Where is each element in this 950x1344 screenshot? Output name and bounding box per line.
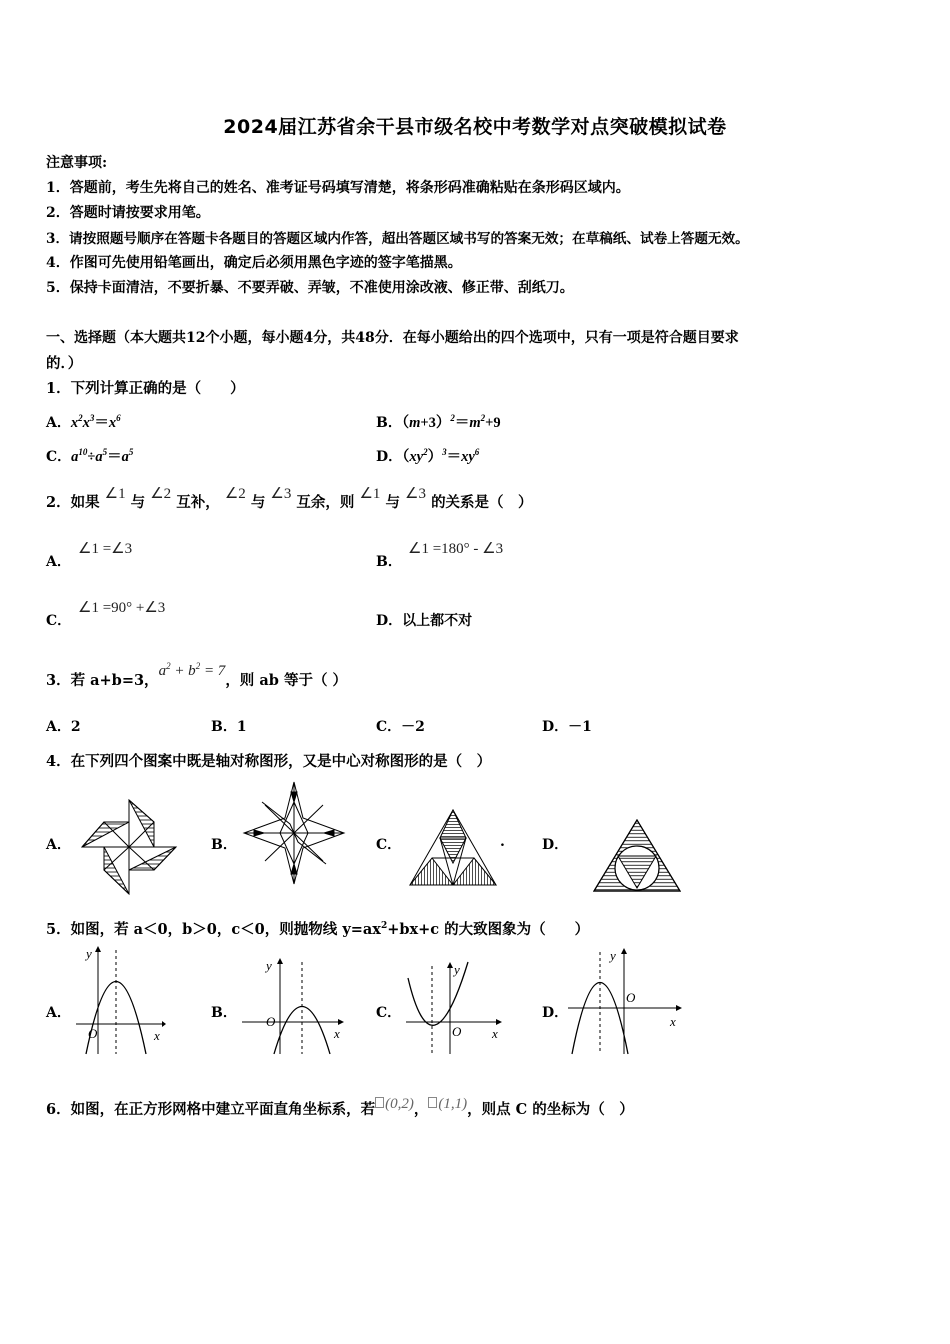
point-box-icon bbox=[428, 1097, 437, 1108]
star-figure bbox=[240, 780, 348, 886]
q2-word: 互余，则 bbox=[296, 494, 355, 511]
note-item: 3．请按照题号顺序在答题卡各题目的答题区域内作答，超出答题区域书写的答案无效；在草稿纸、试卷上答题无效。 bbox=[46, 231, 749, 247]
q1-option-b[interactable] bbox=[376, 411, 501, 432]
q1-option-b-expr: $(m+3)^2=m^2+9$ bbox=[401, 413, 501, 431]
parabola-graph-a bbox=[74, 944, 166, 1056]
q2-option-a-expr: ∠1 =∠3 bbox=[78, 541, 133, 557]
q5-stem-pre: 5．如图，若 a＜0，b＞0，c＜0，则抛物线 y=ax bbox=[46, 921, 381, 938]
parabola-graph-c bbox=[404, 960, 504, 1056]
axis-x-label: x bbox=[670, 1014, 676, 1029]
q1-option-b-label: B． bbox=[376, 415, 402, 431]
q1-option-c[interactable] bbox=[46, 445, 133, 466]
q6-post: ，则点 C 的坐标为（ ） bbox=[467, 1101, 634, 1118]
q2-option-d[interactable] bbox=[376, 610, 472, 630]
q3-option-a[interactable]: A．2 bbox=[46, 719, 81, 735]
note-item: 1．答题前，考生先将自己的姓名、准考证号码填写清楚，将条形码准确粘贴在条形码区域内。 bbox=[46, 180, 630, 196]
q6-comma: ， bbox=[413, 1101, 429, 1118]
q3-option-b[interactable]: B．1 bbox=[211, 719, 247, 735]
triangle-circle-figure bbox=[592, 818, 682, 894]
section-heading: 一、选择题（本大题共12个小题，每小题4分，共48分．在每小题给出的四个选项中，只有一项是符合题目要求 bbox=[46, 330, 739, 346]
origin-label: O bbox=[88, 1026, 98, 1041]
angle-1: ∠1 bbox=[104, 486, 126, 502]
q2-word: 的关系是（ ） bbox=[431, 494, 533, 511]
q2-option-d-text: 以上都不对 bbox=[402, 613, 473, 629]
q2-option-c[interactable] bbox=[46, 610, 71, 630]
q3-stem bbox=[46, 661, 347, 690]
axis-x-label: x bbox=[154, 1028, 160, 1043]
q4-stem: 4．在下列四个图案中既是轴对称图形，又是中心对称图形的是（ ） bbox=[46, 753, 492, 770]
q3-post: ，则 ab 等于（ ） bbox=[225, 672, 347, 689]
q2-option-c-expr: ∠1 =90° +∠3 bbox=[78, 600, 166, 616]
q2-option-d-label: D． bbox=[376, 613, 403, 629]
q1-option-a[interactable] bbox=[46, 411, 121, 432]
q1-option-a-label: A． bbox=[46, 415, 71, 431]
q2-word: 与 bbox=[130, 494, 146, 511]
q2-option-a-label: A． bbox=[46, 554, 71, 570]
q5-stem-sup: 2 bbox=[380, 921, 388, 932]
q1-stem: 1．下列计算正确的是（ ） bbox=[46, 380, 245, 397]
note-item: 5．保持卡面清洁，不要折暴、不要弄破、弄皱，不准使用涂改液、修正带、刮纸刀。 bbox=[46, 280, 574, 296]
q1-option-c-expr: $a^{10}\div a^5=a^5$ bbox=[71, 447, 134, 465]
q2-option-c-label: C． bbox=[46, 613, 72, 629]
origin-label: O bbox=[626, 990, 636, 1005]
q4-dot: . bbox=[500, 834, 505, 850]
q5-option-a[interactable]: A． bbox=[46, 1005, 71, 1021]
q6-pre: 6．如图，在正方形网格中建立平面直角坐标系，若 bbox=[46, 1101, 376, 1118]
q2-option-a[interactable] bbox=[46, 551, 71, 571]
triangle-hatched-figure bbox=[408, 808, 498, 888]
section-heading-cont: 的．） bbox=[46, 355, 83, 372]
q1-option-d-expr: $(xy^2)^3=xy^6$ bbox=[402, 447, 480, 465]
q2-stem bbox=[46, 486, 533, 512]
q4-option-c[interactable]: C． bbox=[376, 837, 402, 853]
notes-heading: 注意事项: bbox=[46, 155, 108, 171]
q5-stem-post: +bx+c 的大致图象为（ ） bbox=[387, 921, 590, 938]
q5-option-b[interactable]: B． bbox=[211, 1005, 237, 1021]
axis-y-label: y bbox=[86, 946, 92, 961]
q6-coord-2: (1,1) bbox=[438, 1096, 468, 1112]
axis-x-label: x bbox=[334, 1026, 340, 1041]
q3-pre: 3．若 a+b=3， bbox=[46, 672, 159, 689]
axis-y-label: y bbox=[266, 958, 272, 973]
angle-1: ∠1 bbox=[359, 486, 381, 502]
q2-num: 2．如果 bbox=[46, 494, 100, 511]
q2-option-b[interactable] bbox=[376, 551, 402, 571]
q5-option-c[interactable]: C． bbox=[376, 1005, 402, 1021]
point-box-icon bbox=[375, 1097, 384, 1108]
q2-option-b-label: B． bbox=[376, 554, 402, 570]
q4-option-a[interactable]: A． bbox=[46, 837, 71, 853]
parabola-graph-d bbox=[566, 946, 684, 1056]
axis-x-label: x bbox=[492, 1026, 498, 1041]
axis-y-label: y bbox=[610, 948, 616, 963]
q1-option-a-expr: $x^2x^3=x^6$ bbox=[70, 413, 121, 431]
note-item: 2．答题时请按要求用笔。 bbox=[46, 205, 210, 221]
angle-3: ∠3 bbox=[405, 486, 426, 502]
q2-word: 与 bbox=[250, 494, 266, 511]
origin-label: O bbox=[266, 1014, 276, 1029]
q6-coord-1: (0,2) bbox=[385, 1096, 414, 1112]
note-item: 4．作图可先使用铅笔画出，确定后必须用黑色字迹的签字笔描黑。 bbox=[46, 255, 462, 271]
q1-option-c-label: C． bbox=[46, 449, 72, 465]
q5-stem bbox=[46, 918, 589, 939]
q3-formula: $a^2 + b^2 = 7$ bbox=[158, 661, 226, 679]
pinwheel-figure bbox=[78, 798, 180, 896]
angle-2: ∠2 bbox=[150, 486, 172, 502]
q3-option-c[interactable]: C．－2 bbox=[376, 719, 425, 735]
q1-option-d[interactable] bbox=[376, 445, 479, 466]
q1-option-d-label: D． bbox=[376, 449, 403, 465]
angle-3: ∠3 bbox=[270, 486, 292, 502]
q4-option-d[interactable]: D． bbox=[542, 837, 569, 853]
q2-option-b-expr: ∠1 =180° - ∠3 bbox=[408, 541, 504, 557]
q4-option-b[interactable]: B． bbox=[211, 837, 237, 853]
parabola-graph-b bbox=[240, 954, 344, 1056]
axis-y-label: y bbox=[454, 962, 460, 977]
q3-option-d[interactable]: D．－1 bbox=[542, 719, 592, 735]
q2-word: 与 bbox=[385, 494, 400, 511]
angle-2: ∠2 bbox=[224, 486, 246, 502]
q5-option-d[interactable]: D． bbox=[542, 1005, 569, 1021]
q2-word: 互补， bbox=[176, 494, 220, 511]
page-title: 2024届江苏省余干县市级名校中考数学对点突破模拟试卷 bbox=[223, 116, 727, 138]
q6-stem bbox=[46, 1098, 634, 1119]
origin-label: O bbox=[452, 1024, 462, 1039]
